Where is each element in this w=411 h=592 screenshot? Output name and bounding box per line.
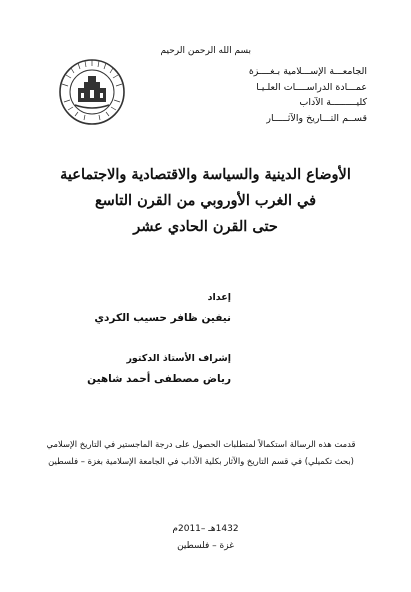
date-block <box>0 521 411 555</box>
date-place: غزة – فلسطين <box>177 541 234 551</box>
preparation-label: إعداد <box>207 292 231 303</box>
author-name: نيفين ظافر حسيب الكردي <box>94 312 231 324</box>
title-line-2: في الغرب الأوروبي من القرن التاسع <box>94 192 317 209</box>
title-line-3: حتى القرن الحادي عشر <box>133 218 278 235</box>
supervision-label: إشراف الأستاذ الدكتور <box>126 353 231 364</box>
university-seal-logo <box>58 58 126 126</box>
preparation-block <box>94 292 231 324</box>
department-name: قســم التـــاريخ والآثـــــار <box>266 112 367 124</box>
institution-block <box>227 64 367 126</box>
submission-note <box>31 436 371 470</box>
basmala: بسم الله الرحمن الرحيم <box>160 46 251 56</box>
supervisor-name: رياض مصطفى أحمد شاهين <box>87 373 231 385</box>
graduate-deanship: عمـــادة الدراســــات العلـيـا <box>256 81 367 93</box>
note-line-1: قدمت هذه الرسالة استكمالاً لمتطلبات الحصول على درجة الماجستير في التاريخ الإسلامي <box>46 439 356 449</box>
thesis-title <box>0 162 411 240</box>
date-year: 1432هـ –2011م <box>172 524 239 534</box>
faculty-name: كليـــــــــة الآداب <box>299 97 367 108</box>
title-line-1: الأوضاع الدينية والسياسة والاقتصادية والاجتماعية <box>60 166 351 183</box>
note-line-2: (بحث تكميلي) في قسم التاريخ والآثار بكلية الآداب في الجامعة الإسلامية بغزة – فلسطين <box>48 456 354 466</box>
university-name: الجامعـــة الإســـلامية بـغــــزة <box>248 66 367 77</box>
supervision-block <box>87 353 231 385</box>
